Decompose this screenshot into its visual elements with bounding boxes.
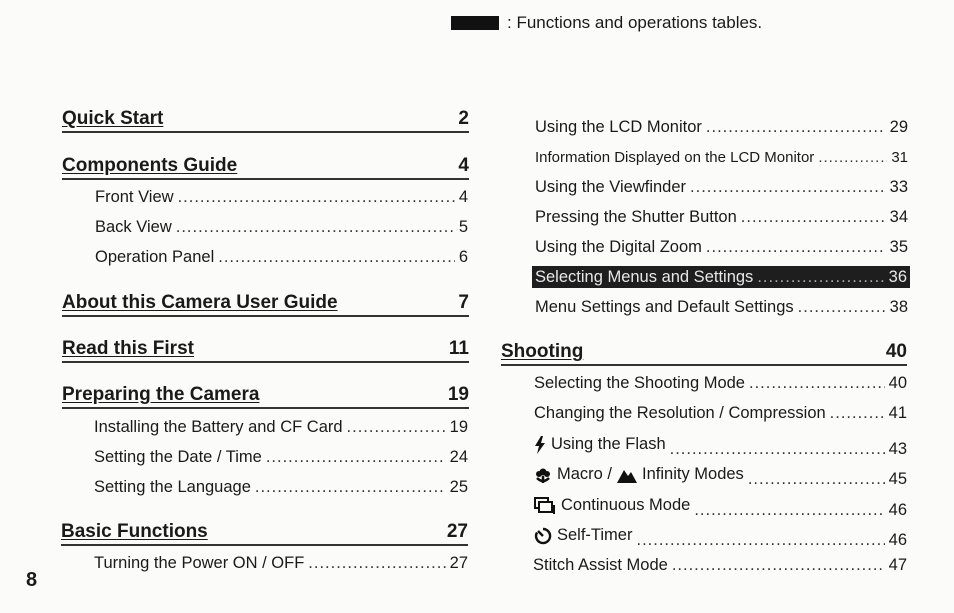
toc-entry-info-displayed[interactable]: Information Displayed on the LCD Monitor ..... 31 (535, 149, 908, 166)
legend-text: : Functions and operations tables. (507, 13, 763, 32)
section-about-guide[interactable]: About this Camera User Guide 7 (62, 292, 469, 317)
section-preparing-camera[interactable]: Preparing the Camera 19 (62, 384, 469, 409)
legend-marker (451, 16, 499, 30)
toc-entry-installing-battery[interactable]: Installing the Battery and CF Card ..... 19 (94, 418, 468, 437)
legend (451, 12, 762, 34)
section-basic-functions[interactable]: Basic Functions 27 (61, 521, 468, 546)
toc-entry-continuous[interactable]: Continuous Mode ..... 46 (534, 496, 907, 520)
section-read-this-first[interactable]: Read this First 11 (62, 338, 469, 363)
macro-icon (534, 466, 552, 484)
toc-entry-front-view[interactable]: Front View ..... 4 (95, 188, 468, 207)
toc-entry-viewfinder[interactable]: Using the Viewfinder ..... 33 (535, 178, 908, 197)
section-shooting[interactable]: Shooting 40 (501, 341, 907, 366)
toc-entry-flash[interactable]: Using the Flash ..... 43 (534, 435, 907, 459)
toc-entry-stitch-assist[interactable]: Stitch Assist Mode ..... 47 (533, 556, 907, 575)
toc-entry-operation-panel[interactable]: Operation Panel ..... 6 (95, 248, 468, 267)
toc-entry-self-timer[interactable]: Self-Timer ..... 46 (534, 526, 907, 550)
toc-entry-macro-infinity[interactable]: Macro / Infinity Modes ..... 45 (534, 465, 907, 489)
infinity-mountain-icon (617, 467, 637, 483)
flash-icon (534, 436, 546, 454)
page-number: 8 (26, 569, 38, 591)
toc-entry-power-on-off[interactable]: Turning the Power ON / OFF ..... 27 (94, 554, 468, 573)
toc-entry-shooting-mode[interactable]: Selecting the Shooting Mode ..... 40 (534, 374, 907, 393)
toc-entry-shutter-button[interactable]: Pressing the Shutter Button ..... 34 (535, 208, 908, 227)
self-timer-icon (534, 527, 552, 545)
continuous-icon (534, 497, 556, 515)
toc-entry-language[interactable]: Setting the Language ..... 25 (94, 478, 468, 497)
toc-entry-resolution[interactable]: Changing the Resolution / Compression ..... 41 (534, 404, 907, 423)
toc-entry-menus-settings-highlighted[interactable]: Selecting Menus and Settings ..... 36 (532, 266, 910, 288)
section-quick-start[interactable]: Quick Start 2 (62, 108, 469, 133)
toc-entry-digital-zoom[interactable]: Using the Digital Zoom ..... 35 (535, 238, 908, 257)
toc-entry-menu-defaults[interactable]: Menu Settings and Default Settings ..... 38 (535, 298, 908, 317)
toc-entry-date-time[interactable]: Setting the Date / Time ..... 24 (94, 448, 468, 467)
section-components-guide[interactable]: Components Guide 4 (62, 155, 469, 180)
toc-entry-back-view[interactable]: Back View ..... 5 (95, 218, 468, 237)
toc-entry-lcd-monitor[interactable]: Using the LCD Monitor ..... 29 (535, 118, 908, 137)
